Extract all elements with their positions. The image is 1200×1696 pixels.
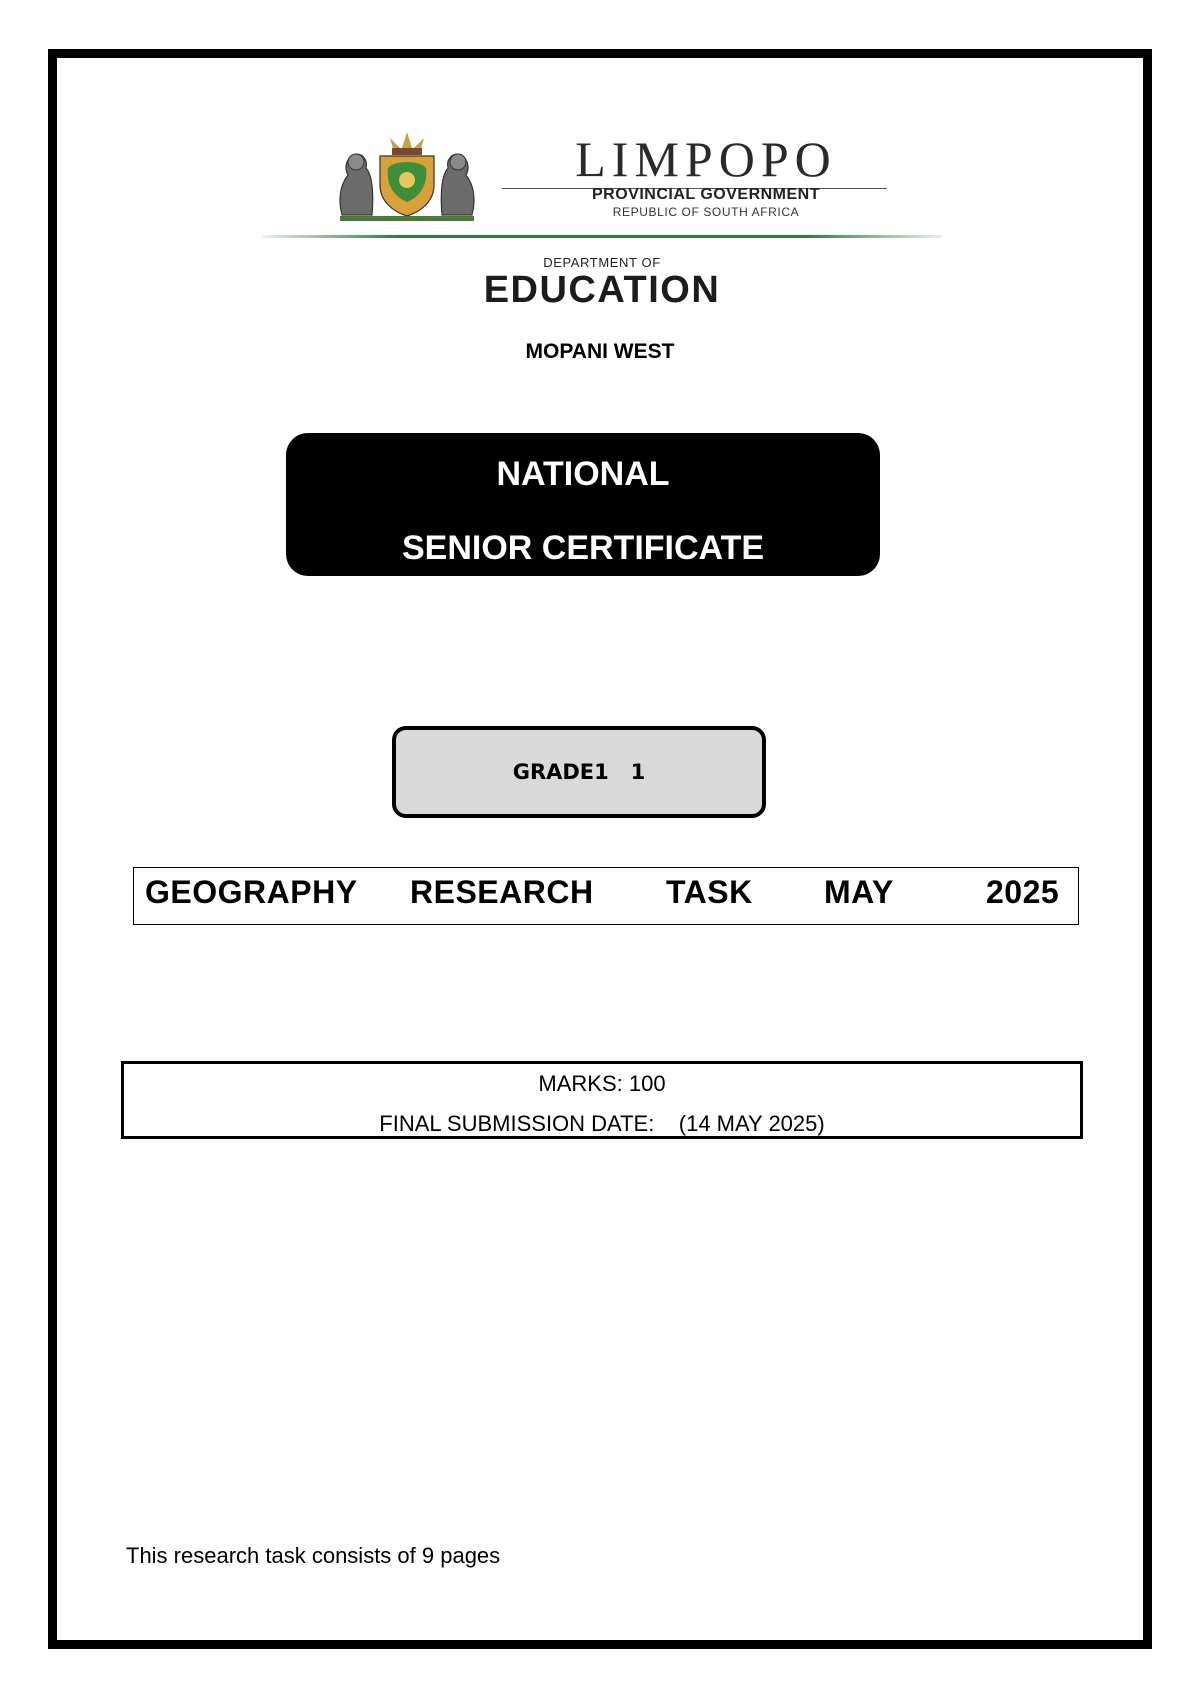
subject-word: RESEARCH [410,874,594,910]
provincial-government-label: PROVINCIAL GOVERNMENT [592,186,820,203]
district-label: MOPANI WEST [525,340,675,363]
subject-word: TASK [666,874,753,910]
country-label: REPUBLIC OF SOUTH AFRICA [612,205,800,219]
page-count-note: This research task consists of 9 pages [126,1543,501,1568]
department-title: EDUCATION [483,269,721,311]
department-of-label: DEPARTMENT OF [543,255,661,270]
marks-box [121,1061,1083,1139]
subject-word: GEOGRAPHY [145,874,358,910]
marks-label: MARKS: 100 [538,1071,666,1096]
subject-word: MAY [824,874,894,910]
certificate-line-2: SENIOR CERTIFICATE [401,529,765,567]
certificate-banner [286,433,880,576]
submission-date-label: FINAL SUBMISSION DATE: (14 MAY 2025) [379,1111,825,1136]
subject-word: 2025 [986,874,1060,910]
grade-box [392,726,766,818]
letterhead [262,118,956,323]
certificate-line-1: NATIONAL [496,455,670,493]
subject-title-row [133,867,1079,925]
coat-of-arms-icon [332,130,482,222]
letterhead-green-rule [262,235,942,238]
province-title: LIMPOPO [575,131,837,187]
grade-label: GRADE1 1 [512,760,646,784]
